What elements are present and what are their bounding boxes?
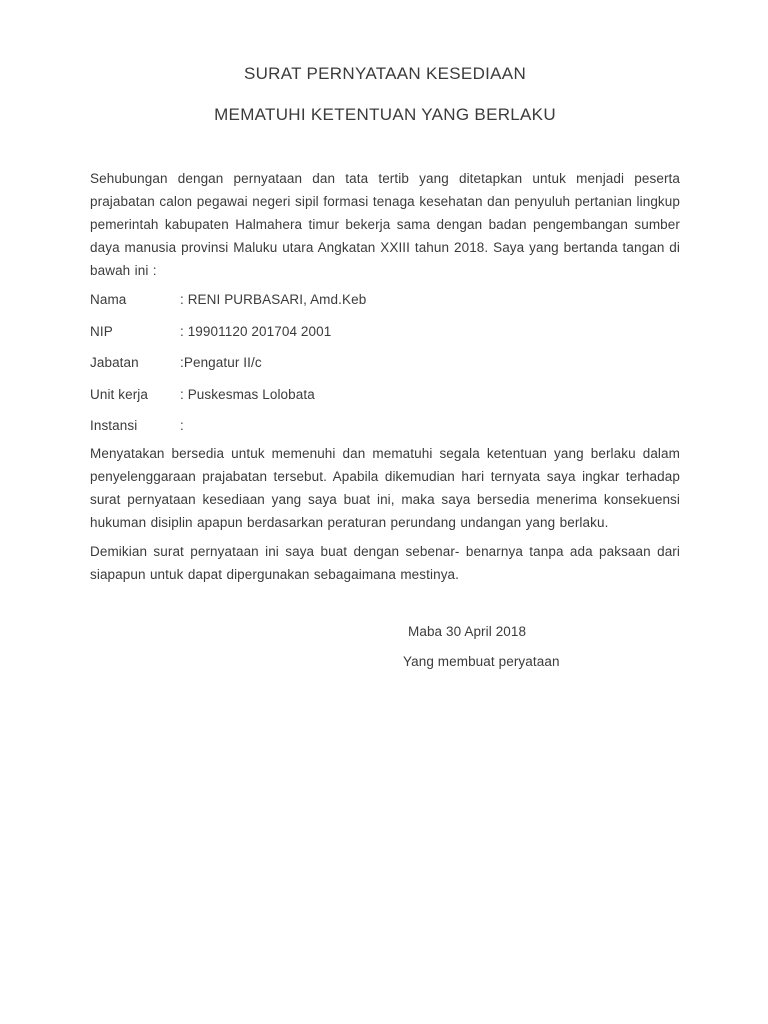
field-row-nip <box>90 322 680 342</box>
signature-signer-caption: Yang membuat peryataan <box>403 654 560 669</box>
document-title-line1: SURAT PERNYATAAN KESEDIAAN <box>243 64 527 83</box>
field-label-instansi: Instansi <box>90 418 138 433</box>
field-row-nama <box>90 290 680 310</box>
field-label-nama: Nama <box>90 292 127 307</box>
document-title-line2: MEMATUHI KETENTUAN YANG BERLAKU <box>214 105 556 124</box>
field-row-unit-kerja <box>90 385 680 405</box>
field-value-unit-kerja: : Puskesmas Lolobata <box>180 386 315 402</box>
field-value-nip: : 19901120 201704 2001 <box>180 323 332 339</box>
field-label-jabatan: Jabatan <box>90 355 139 370</box>
field-value-instansi: : <box>180 418 184 433</box>
closing-paragraph: Demikian surat pernyataan ini saya buat dengan sebenar- benarnya tanpa ada paksaan dari siapapun untuk dapat dipergunakan sebagaimana mestinya. <box>90 544 680 582</box>
identity-fields <box>90 290 680 436</box>
field-value-nama: : RENI PURBASARI, Amd.Keb <box>180 292 367 307</box>
opening-paragraph: Sehubungan dengan pernyataan dan tata tertib yang ditetapkan untuk menjadi peserta prajabatan calon pegawai negeri sipil formasi tenaga kesehatan dan penyuluh pertanian lingkup pemerintah kabupaten Halmahera timur bekerja sama dengan badan pengembangan sumber daya manusia provinsi Maluku utara Angkatan XXIII tahun 2018. Saya yang bertanda tangan di bawah ini : <box>90 171 680 278</box>
field-label-unit-kerja: Unit kerja <box>90 386 149 402</box>
statement-paragraph: Menyatakan bersedia untuk memenuhi dan mematuhi segala ketentuan yang berlaku dalam penyelenggaraan prajabatan tersebut. Apabila dikemudian hari ternyata saya ingkar terhadap surat pernyataan kesediaan yang saya buat ini, maka saya bersedia menerima konsekuensi hukuman disiplin apapun berdasarkan peraturan perundang undangan yang berlaku. <box>90 446 680 530</box>
field-row-instansi <box>90 416 680 436</box>
signature-place-date: Maba 30 April 2018 <box>408 624 527 639</box>
field-row-jabatan <box>90 353 680 373</box>
field-value-jabatan: :Pengatur II/c <box>180 355 262 370</box>
signature-block <box>403 622 680 672</box>
field-label-nip: NIP <box>90 323 113 339</box>
